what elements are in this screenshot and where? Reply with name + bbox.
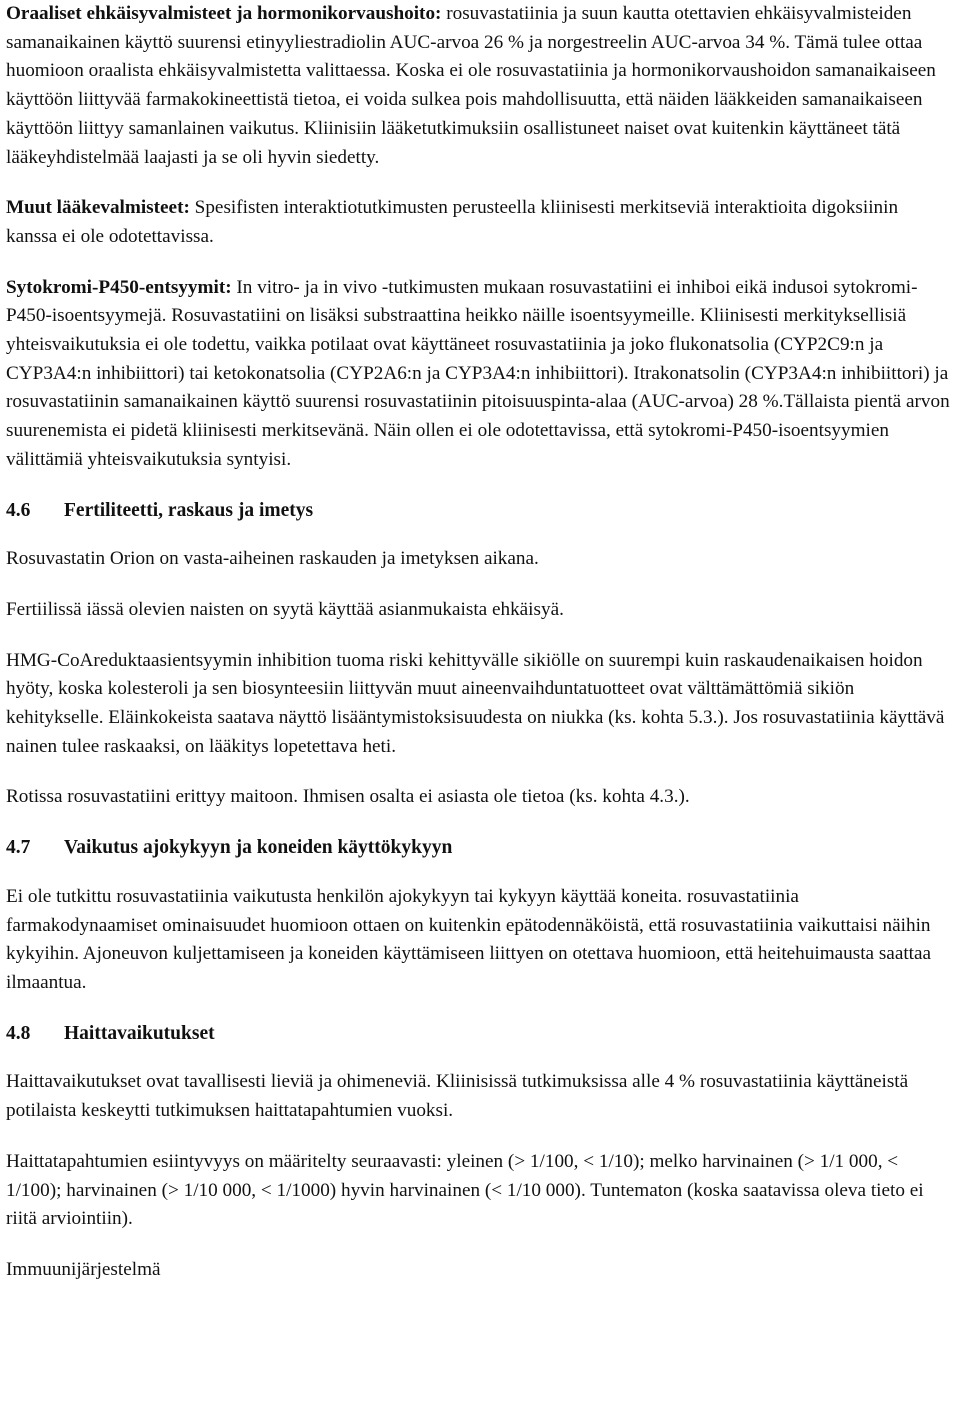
paragraph-contraindication: Rosuvastatin Orion on vasta-aiheinen raskauden ja imetyksen aikana. <box>6 548 539 570</box>
paragraph-lead: Oraaliset ehkäisyvalmisteet ja hormonikorvaushoito: <box>6 3 442 24</box>
section-heading-4-8 <box>6 1020 950 1049</box>
section-title: Vaikutus ajokykyyn ja koneiden käyttökykyyn <box>64 837 453 859</box>
section-number: 4.6 <box>6 499 31 521</box>
section-number: 4.7 <box>6 837 31 859</box>
paragraph-text: rosuvastatiinia ja suun kautta otettavien ehkäisyvalmisteiden samanaikainen käyttö suurensi etinyyliestradiolin AUC-arvoa 26 % ja norgestreelin AUC-arvoa 34 %. Tämä tulee ottaa huomioon oraalista ehkäisyvalmistetta valittaessa. Koska ei ole rosuvastatiinia ja hormonikorvaushoidon samanaikaiseen käyttöön liittyvää farmakokineettistä tietoa, ei voida sulkea pois mahdollisuutta, että näiden lääkkeiden samanaikaiseen käyttöön liittyy samanlainen vaikutus. Kliinisiin lääketutkimuksiin osallistuneet naiset ovat kuitenkin käyttäneet tätä lääkeyhdistelmää laajasti ja se oli hyvin siedetty. <box>6 3 936 168</box>
paragraph-driving: Ei ole tutkittu rosuvastatiinia vaikutusta henkilön ajokykyyn tai kykyyn käyttää koneita. rosuvastatiinia farmakodynaamiset ominaisuudet huomioon ottaen on kuitenkin epätodennäköistä, että rosuvastatiinia vaikuttaisi näihin kykyihin. Ajoneuvon kuljettamiseen ja koneiden käyttämiseen liittyen on otettava huomioon, että heitehuimausta saattaa ilmaantua. <box>6 885 932 993</box>
paragraph-cytochrome <box>6 274 950 475</box>
section-heading-4-6 <box>6 497 950 526</box>
paragraph-lead: Sytokromi-P450-entsyymit: <box>6 276 232 298</box>
section-number: 4.8 <box>6 1022 31 1044</box>
document-page <box>6 0 950 1285</box>
paragraph-lead: Muut lääkevalmisteet: <box>6 197 190 219</box>
paragraph-text: In vitro- ja in vivo -tutkimusten mukaan rosuvastatiini ei inhiboi eikä indusoi sytokromi-P450-isoentsyymejä. Rosuvastatiini on lisäksi substraattina heikko näille isoentsyymeille. Kliinisesti merkityksellisiä yhteisvaikutuksia ei ole todettu, vaikka potilaat ovat käyttäneet rosuvastatiinia ja joko flukonatsolia (CYP2C9:n ja CYP3A4:n inhibiittori) tai ketokonatsolia (CYP2A6:n ja CYP3A4:n inhibiittori). Itrakonatsolin (CYP3A4:n inhibiittori) ja rosuvastatiinin samanaikainen käyttö suurensi rosuvastatiinin pitoisuuspinta-alaa (AUC-arvoa) 28 %.Tällaista pientä arvon suurenemista ei pidetä kliinisesti merkitsevänä. Näin ollen ei ole odotettavissa, että sytokromi-P450-isoentsyymien välittämiä yhteisvaikutuksia syntyisi. <box>6 276 950 470</box>
paragraph-immune-system: Immuunijärjestelmä <box>6 1258 161 1280</box>
paragraph-text: Spesifisten interaktiotutkimusten perusteella kliinisesti merkitseviä interaktioita digoksiinin kanssa ei ole odotettavissa. <box>6 197 899 247</box>
paragraph-frequency-definitions: Haittatapahtumien esiintyvyys on määritelty seuraavasti: yleinen (> 1/100, < 1/10); melko harvinainen (> 1/1 000, < 1/100); harvinainen (> 1/10 000, < 1/1000) hyvin harvinainen (< 1/10 000). Tuntematon (koska saatavissa oleva tieto ei riitä arviointiin). <box>6 1150 924 1230</box>
paragraph-adverse-summary: Haittavaikutukset ovat tavallisesti lieviä ja ohimeneviä. Kliinisissä tutkimuksissa alle 4 % rosuvastatiinia käyttäneistä potilaista keskeytti tutkimuksen haittatapahtumien vuoksi. <box>6 1071 909 1122</box>
section-title: Fertiliteetti, raskaus ja imetys <box>64 499 314 521</box>
section-heading-4-7 <box>6 834 950 863</box>
paragraph-contraception: Fertiilissä iässä olevien naisten on syytä käyttää asianmukaista ehkäisyä. <box>6 598 564 620</box>
paragraph-oral-contraceptives <box>6 0 950 172</box>
paragraph-lactation: Rotissa rosuvastatiini erittyy maitoon. Ihmisen osalta ei asiasta ole tietoa (ks. kohta 4.3.). <box>6 786 690 808</box>
paragraph-other-drugs <box>6 194 950 251</box>
section-title: Haittavaikutukset <box>64 1022 215 1044</box>
paragraph-fetal-risk: HMG-CoAreduktaasientsyymin inhibition tuoma riski kehittyvälle sikiölle on suurempi kuin raskaudenaikaisen hoidon hyöty, koska kolesteroli ja sen biosynteesiin liittyvän muut aineenvaihduntatuotteet ovat välttämättömiä sikiön kehitykselle. Eläinkokeista saatava näyttö lisääntymistoksisuudesta on niukka (ks. kohta 5.3.). Jos rosuvastatiinia käyttävä nainen tulee raskaaksi, on lääkitys lopetettava heti. <box>6 649 945 757</box>
